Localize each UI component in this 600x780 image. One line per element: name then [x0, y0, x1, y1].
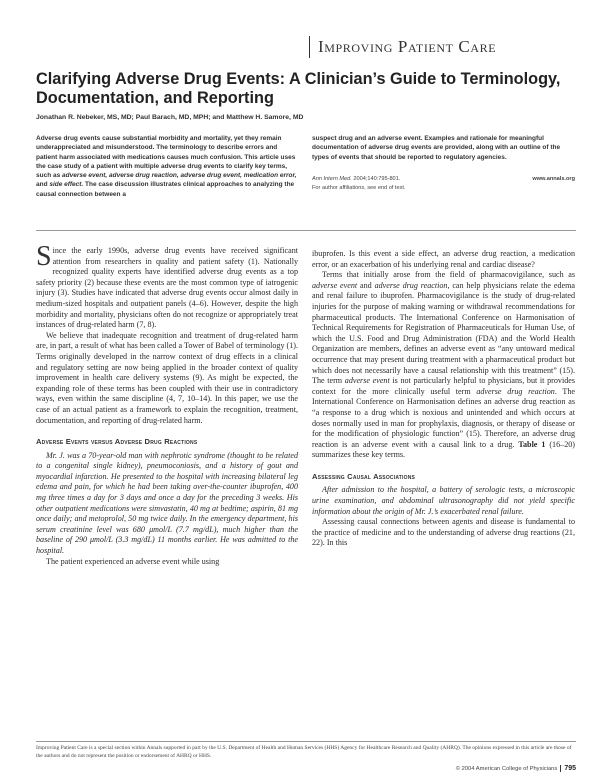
citation-block [312, 175, 575, 193]
section-heading-text: Adverse Events versus Adverse Drug Reactions [36, 437, 198, 447]
term: adverse event [312, 280, 358, 290]
article-title: Clarifying Adverse Drug Events: A Clinician’s Guide to Terminology, Documentation, and Reporting [36, 70, 561, 107]
paragraph: The patient experienced an adverse event while using [46, 556, 220, 566]
abstract-terms-2: side effect. [49, 181, 84, 189]
header-rule [36, 230, 576, 231]
paragraph: ibuprofen. Is this event a side effect, an adverse drug reaction, a medication error, or an exacerbation of his underlying renal and cardiac disease? [312, 249, 575, 269]
case-vignette: After admission to the hospital, a battery of serologic tests, a microscopic urine examination, and abdominal ultrasonography did not yield specific information about the origin of Mr. J.’s exacerbated renal failure. [312, 485, 575, 516]
text: , can help physicians relate the edema and renal failure to ibuprofen. Pharmacovigilance is the study of drug-related injuries for the purpose of making warning or withdrawal recommendations for pharmaceutical products. The International Conference on Harmonisation of Technical Requirements for Registration of Pharmaceuticals for Human Use, of which the U.S. Food and Drug Administration (FDA) and the World Health Organization are members, defines an adverse event as “any untoward medical occurrence that may present during treatment with a pharmaceutical product but which does not necessarily have a causal relationship with this treatment” (15). The term [312, 280, 575, 386]
definitions-paragraph [312, 270, 575, 461]
journal-url[interactable]: www.annals.org [532, 176, 575, 182]
paragraph: Assessing causal connections between agents and disease is fundamental to the practice of medicine and to the understanding of adverse drug reactions (21, 22). In this [312, 517, 575, 548]
citation-volume: 2004;140:795-801. [351, 176, 401, 182]
text: . The International Conference on Harmonisation defines an adverse drug reaction as “a response to a drug which is noxious and unintended and which occurs at doses normally used in man for prophylaxis, diagnosis, or therapy of disease or for the modification of physiologic function” (15). Therefore, an adverse drug reaction is an adverse event with a causal link to a drug. [312, 386, 575, 449]
body-column-right [312, 249, 575, 549]
abstract-text-2: and [36, 181, 50, 189]
text: (16–20) summarizes these key terms. [312, 439, 575, 460]
intro-text: ince the early 1990s, adverse drug events have received significant attention from researchers in quality and patient safety (1). Nationally recognized quality experts have identified adverse drug events as a top safety priority (2) because these events are the most common type of iatrogenic injury (3). Studies have indicated that adverse drug events occur almost daily in medium-sized hospitals and outpatient panels (4–6). However, despite the high morbidity and mortality, physicians often do not recognize or appropriately treat instances of drug-related harm (7, 8). [36, 246, 298, 330]
copyright: © 2004 American College of Physicians [455, 766, 558, 772]
citation-journal: Ann Intern Med. [312, 176, 352, 182]
section-heading-text: Assessing Causal Associations [312, 471, 416, 481]
author-list: Jonathan R. Nebeker, MS, MD; Paul Barach, MD, MPH; and Matthew H. Samore, MD [36, 114, 304, 121]
abstract-left [36, 134, 298, 199]
table-reference-link[interactable]: Table 1 [518, 439, 546, 449]
body-column-left [36, 241, 299, 567]
footer-rule [36, 741, 576, 742]
footer-note: Improving Patient Care is a special section within Annals supported in part by the U.S. Department of Health and Human Services (HHS) Agency for Healthcare Research and Quality (AHRQ). The opinions expressed in this article are those of the authors and do not represent the position or endorsement of AHRQ or HHS. [36, 745, 572, 759]
author-affiliation-note: For author affiliations, see end of text. [312, 185, 406, 191]
abstract-text-3: The case discussion illustrates clinical approaches to analyzing the causal connection between a [36, 181, 295, 198]
citation-ref [312, 175, 400, 184]
copyright-line [340, 765, 576, 772]
term: adverse event [344, 376, 390, 386]
paragraph: We believe that inadequate recognition and treatment of drug-related harm are, in part, a result of what has been called a Tower of Babel of terminology (1). Terms originally developed in the narrow context of drug effects in a clinical and regulatory setting are now being applied in the broader context of quality improvement in health care delivery systems (9). As might be expected, the expanding role of these terms has been coupled with their use in contradictory ways, even within the same discipline (4, 7, 10–14). In this paper, we use the case of an actual patient as a framework to explain the recognition, treatment, documentation, and reporting of drug-related harm. [36, 330, 299, 425]
drop-cap: S [36, 241, 52, 272]
page-number: 795 [560, 765, 576, 772]
intro-paragraph [36, 241, 298, 331]
section-heading-adverse-events [36, 437, 298, 448]
abstract-right: suspect drug and an adverse event. Examples and rationale for meaningful documentation of adverse drug events are provided, along with an outline of the types of events that should be reported to regulatory agencies. [312, 135, 561, 161]
abstract-terms-1: adverse event, adverse drug reaction, adverse drug event, medication error, [62, 172, 297, 180]
case-vignette: Mr. J. was a 70-year-old man with nephrotic syndrome (thought to be related to a congenital single kidney), pneumoconiosis, and a history of gout and myocardial infarction. He presented to the hospital with increasing bilateral leg edema and pain, for which he had been taking over-the-counter ibuprofen, 400 mg three times a day for 3 days and once a day for the preceding 3 weeks. His other outpatient medications were simvastatin, 40 mg at bedtime; aspirin, 81 mg once daily; and metoprolol, 50 mg twice daily. In the emergency department, his serum creatinine level was 680 μmol/L (7.7 mg/dL), much higher than the baseline of 290 μmol/L (3.3 mg/dL) 11 months earlier. He was admitted to the hospital. [36, 450, 298, 556]
term: adverse drug reaction [476, 386, 555, 396]
text: and [357, 280, 375, 290]
text: Terms that initially arose from the field of pharmacovigilance, such as [322, 270, 575, 280]
section-heading-causal [312, 472, 575, 483]
text: is not particularly helpful to physicians, but it provides context for the more clinically useful term [312, 376, 575, 396]
section-header: Improving Patient Care [309, 36, 588, 58]
abstract-text-1: Adverse drug events cause substantial morbidity and mortality, yet they remain underappreciated and misunderstood. The terminology to describe errors and patient harm associated with medications causes much confusion. This article uses the case study of a patient with multiple adverse drug events to clarify key terms, such as [36, 135, 296, 180]
term: adverse drug reaction [374, 280, 448, 290]
